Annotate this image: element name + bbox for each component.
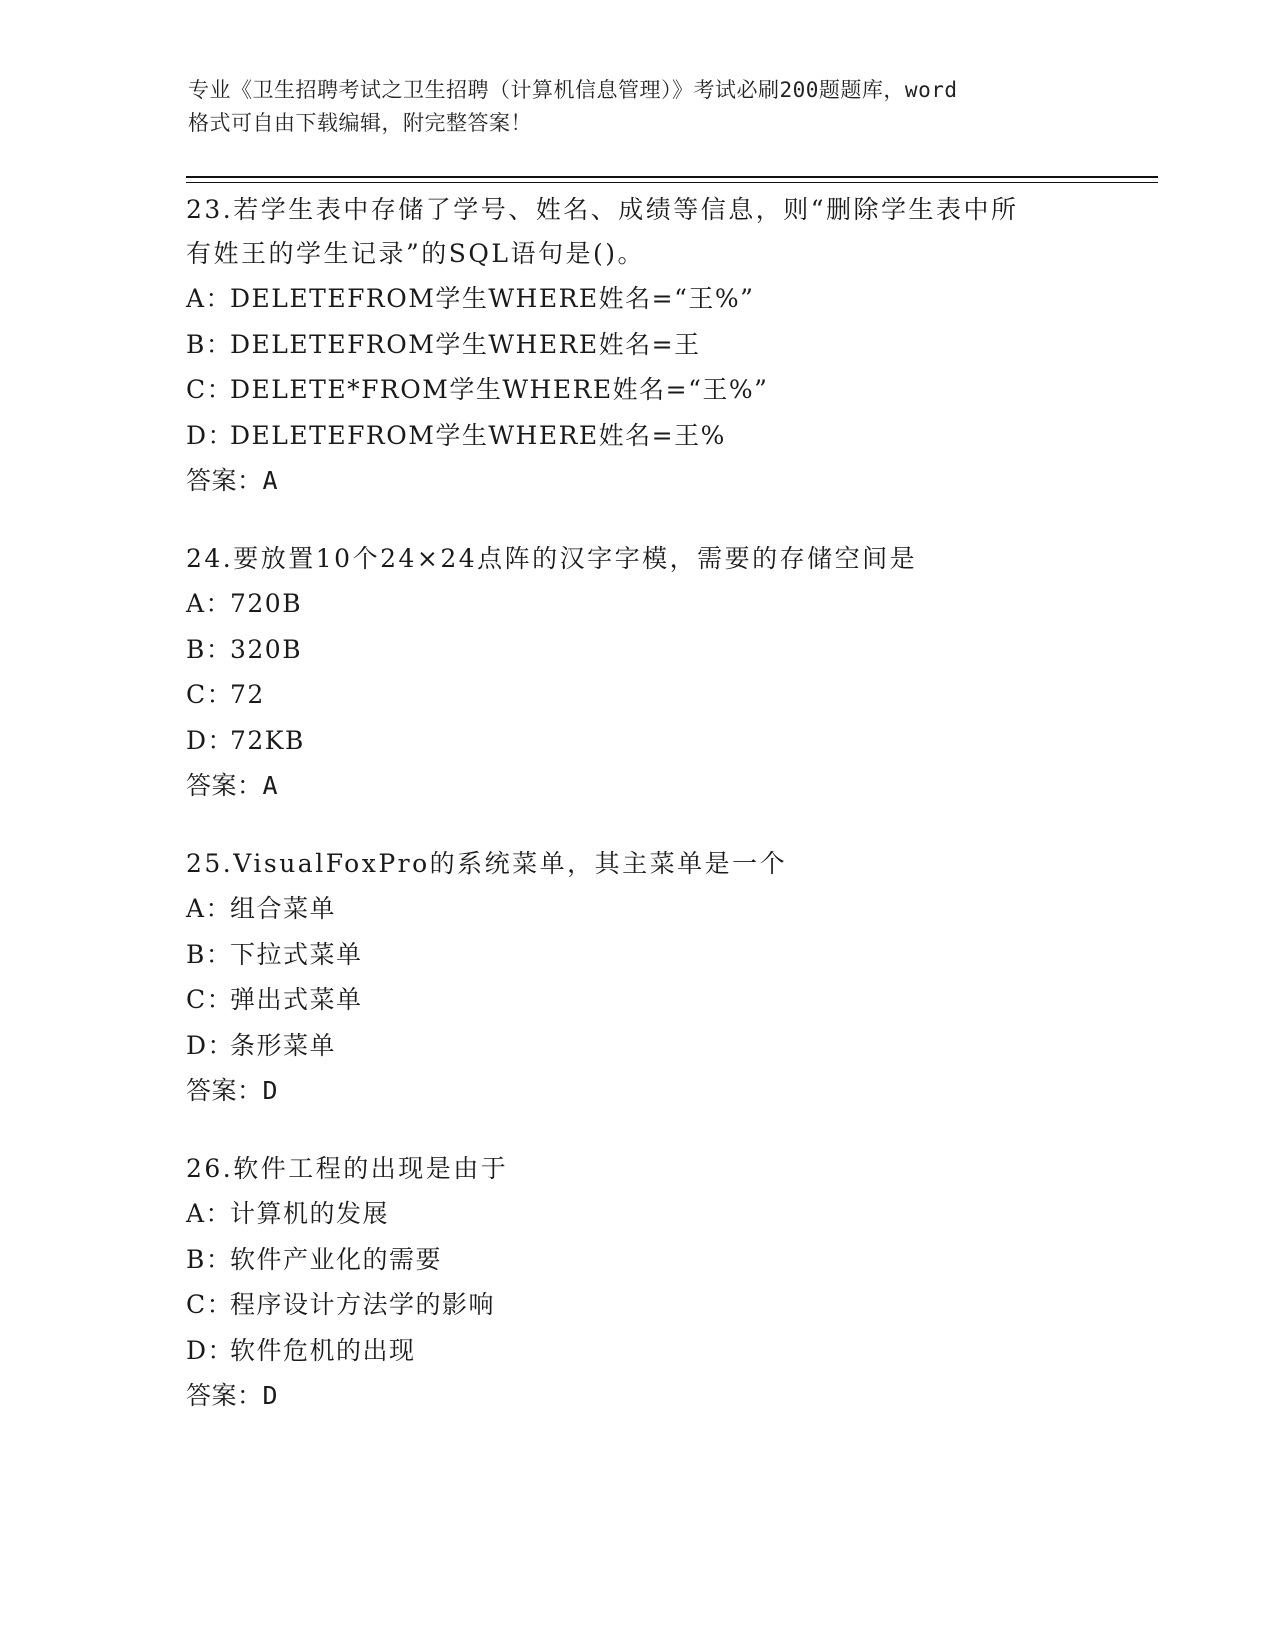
option-text: DELETEFROM学生WHERE姓名=王: [230, 329, 701, 359]
option-c: [186, 977, 1086, 1023]
option-key: A：: [186, 894, 233, 923]
header-divider-thin: [186, 182, 1158, 183]
question-stem-line: 24.要放置10个24×24点阵的汉字字模，需要的存储空间是: [186, 544, 918, 573]
option-text: 下拉式菜单: [230, 939, 363, 969]
option-key: B：: [186, 329, 233, 359]
option-key: C：: [186, 1290, 234, 1319]
option-text: 72: [230, 680, 265, 709]
option-key: B：: [186, 1244, 233, 1274]
header-line-2: 格式可自由下载编辑，附完整答案！: [188, 111, 532, 135]
option-d: [186, 718, 1086, 764]
header-line-1: 专业《卫生招聘考试之卫生招聘（计算机信息管理）》考试必刷200题题库，word: [188, 78, 958, 102]
option-text: 条形菜单: [230, 1030, 337, 1060]
option-text: 弹出式菜单: [230, 985, 363, 1014]
option-text: 软件危机的出现: [230, 1335, 416, 1365]
answer-line: 答案：D: [186, 1381, 279, 1410]
option-key: A：: [186, 284, 233, 313]
answer-line: 答案：D: [186, 1076, 279, 1105]
question-stem-line: 有姓王的学生记录”的SQL语句是()。: [186, 239, 646, 268]
option-text: 72KB: [230, 725, 305, 755]
option-text: 软件产业化的需要: [230, 1244, 443, 1274]
option-key: D：: [186, 725, 235, 755]
answer-line: 答案：A: [186, 466, 279, 495]
option-b: [186, 322, 1086, 368]
question-stem-line: 26.软件工程的出现是由于: [186, 1154, 509, 1183]
option-key: B：: [186, 939, 233, 969]
option-a: [186, 276, 1086, 322]
option-a: [186, 581, 1086, 627]
option-text: 组合菜单: [230, 894, 337, 923]
option-key: C：: [186, 985, 234, 1014]
option-text: DELETEFROM学生WHERE姓名=王%: [230, 420, 726, 450]
option-key: B：: [186, 634, 233, 664]
header-divider-thick: [186, 176, 1158, 178]
option-c: [186, 672, 1086, 718]
option-text: 计算机的发展: [230, 1199, 390, 1228]
option-a: [186, 1191, 1086, 1237]
option-c: [186, 367, 1086, 413]
option-text: 320B: [230, 634, 303, 664]
option-key: D：: [186, 420, 235, 450]
question-25: [186, 842, 1086, 1113]
option-key: D：: [186, 1335, 235, 1365]
option-key: A：: [186, 589, 233, 618]
option-b: [186, 932, 1086, 978]
option-d: [186, 1023, 1086, 1069]
question-24: [186, 537, 1086, 808]
option-d: [186, 413, 1086, 459]
option-key: A：: [186, 1199, 233, 1228]
answer-line: 答案：A: [186, 771, 279, 800]
question-stem-line: 25.VisualFoxPro的系统菜单，其主菜单是一个: [186, 849, 788, 878]
question-23: [186, 188, 1086, 503]
option-d: [186, 1328, 1086, 1374]
option-text: DELETEFROM学生WHERE姓名=“王%”: [230, 284, 755, 313]
option-b: [186, 627, 1086, 673]
option-text: DELETE*FROM学生WHERE姓名=“王%”: [230, 375, 769, 404]
option-c: [186, 1282, 1086, 1328]
option-key: C：: [186, 375, 234, 404]
document-header: [188, 74, 1108, 140]
option-text: 程序设计方法学的影响: [230, 1290, 496, 1319]
option-key: D：: [186, 1030, 235, 1060]
option-text: 720B: [230, 589, 303, 618]
question-26: [186, 1147, 1086, 1418]
option-a: [186, 886, 1086, 932]
option-b: [186, 1237, 1086, 1283]
option-key: C：: [186, 680, 234, 709]
question-stem-line: 23.若学生表中存储了学号、姓名、成绩等信息，则“删除学生表中所: [186, 195, 1019, 224]
